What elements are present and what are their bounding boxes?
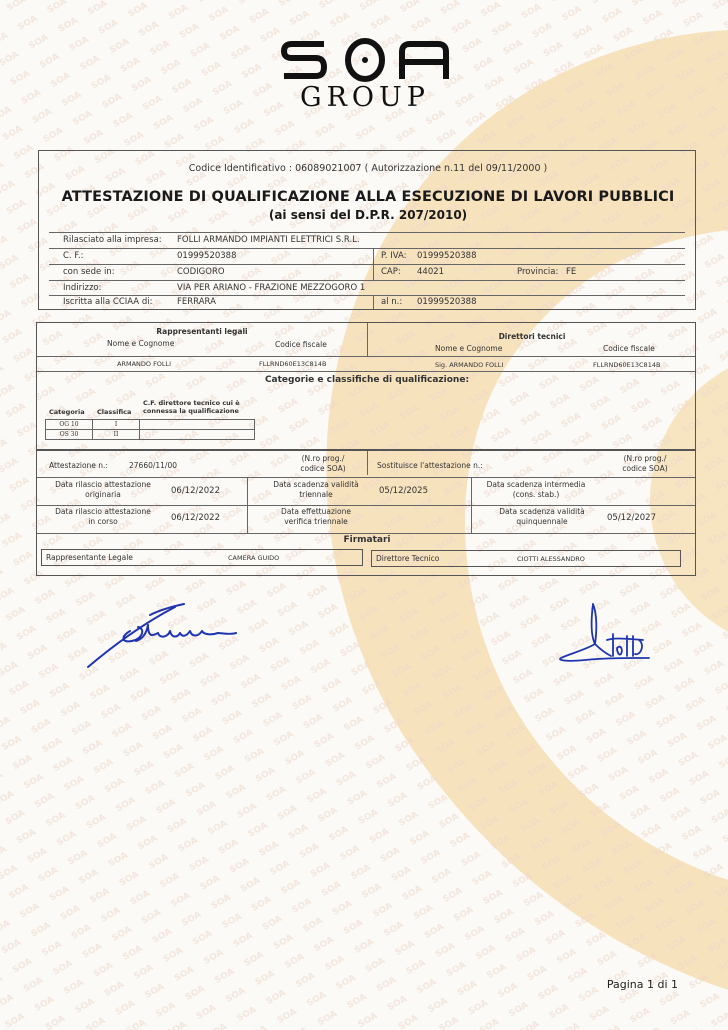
page-number: Pagina 1 di 1 [606,978,678,991]
cf-value: 01999520388 [177,251,237,261]
scad-trien-line1: Data scadenza validità [273,480,359,489]
cat-categoria: OG 10 [46,420,93,430]
dir-row-cf: FLLRND60E13C814B [593,361,661,369]
scad-quinq-line1: Data scadenza validità [499,507,585,516]
rilasciato-value: FOLLI ARMANDO IMPIANTI ELETTRICI S.R.L. [177,235,360,245]
representatives-section [36,322,696,450]
cat-col-classifica: Classifica [97,408,132,416]
attestazione-section [36,450,696,576]
dir-tecnico-label: Direttore Tecnico [376,554,440,563]
firmatari-heading: Firmatari [343,535,391,545]
rilascio-orig-line1: Data rilascio attestazione [55,480,151,489]
nro-prog-line1: (N.ro prog./ [301,454,345,463]
scad-trien-value: 05/12/2025 [379,486,428,496]
piva-value: 01999520388 [417,251,477,261]
rilascio-corso-line1: Data rilascio attestazione [55,507,151,516]
dir-col-nome: Nome e Cognome [435,344,503,353]
al-n-label: al n.: [381,297,403,307]
cat-categoria: OS 30 [46,430,93,440]
table-row [46,420,255,430]
scad-quinq-value: 05/12/2027 [607,513,656,523]
scad-quinq-line2: quinquennale [516,517,568,526]
rappresentanti-heading: Rappresentanti legali [156,327,248,336]
cat-col-cf-line2: connessa la qualificazione [143,407,239,415]
nro-prog-line2: codice SOA) [300,464,346,473]
sostituisce-nro-line1: (N.ro prog./ [623,454,667,463]
rapp-legale-value: CAMERA GUIDO [228,554,280,562]
soa-logo-mark [280,38,450,82]
rapp-row-nome: ARMANDO FOLLI [117,360,172,368]
indirizzo-value: VIA PER ARIANO - FRAZIONE MEZZOGORO 1 [177,283,366,293]
sede-value: CODIGORO [177,267,225,277]
categories-table [45,419,255,440]
cat-cf [140,420,255,430]
cap-label: CAP: [381,267,401,277]
company-info-section [38,150,696,310]
cciaa-label: Iscritta alla CCIAA di: [63,297,153,307]
rilascio-orig-value: 06/12/2022 [171,486,220,496]
rilascio-orig-line2: originaria [85,490,121,499]
dir-tecnico-value: CIOTTI ALESSANDRO [517,555,585,563]
signature-camera-guido [80,595,250,675]
attestazione-value: 27660/11/00 [129,461,177,470]
cat-classifica: I [93,420,140,430]
verifica-line1: Data effettuazione [281,507,351,516]
piva-label: P. IVA: [381,251,407,261]
sostituisce-nro-line2: codice SOA) [622,464,668,473]
cat-cf [140,430,255,440]
table-row [46,430,255,440]
sede-label: con sede in: [63,267,115,277]
signature-ciotti-alessandro [555,600,655,666]
cat-col-categoria: Categoria [49,408,85,416]
dir-row-nome: Sig. ARMANDO FOLLI [435,361,504,369]
rapp-col-nome: Nome e Cognome [107,339,175,348]
indirizzo-label: Indirizzo: [63,283,102,293]
scad-trien-line2: triennale [299,490,333,499]
dir-col-cf: Codice fiscale [603,344,655,353]
provincia-value: FE [566,267,577,277]
rilascio-corso-line2: in corso [88,517,118,526]
soa-group-logo [270,38,460,120]
cat-col-cf-line1: C.F. direttore tecnico cui è [143,399,240,407]
direttori-heading: Direttori tecnici [498,332,566,341]
scad-interm-line1: Data scadenza intermedia [486,480,586,489]
rapp-col-cf: Codice fiscale [275,340,327,349]
direttore-tecnico-box [371,550,681,567]
cap-value: 44021 [417,267,445,277]
sostituisce-label: Sostituisce l'attestazione n.: [377,461,483,470]
cf-label: C. F.: [63,251,84,261]
attestazione-label: Attestazione n.: [49,461,108,470]
al-n-value: 01999520388 [417,297,477,307]
codice-identificativo: Codice Identificativo : 06089021007 ( Autorizzazione n.11 del 09/11/2000 ) [188,163,548,174]
cat-classifica: II [93,430,140,440]
provincia-label: Provincia: [517,267,559,277]
verifica-line2: verifica triennale [284,517,348,526]
rappresentante-legale-box [41,549,363,566]
rilascio-corso-value: 06/12/2022 [171,513,220,523]
rilasciato-label: Rilasciato alla impresa: [63,235,162,245]
cciaa-value: FERRARA [177,297,216,307]
logo-group-text: GROUP [300,82,430,113]
scad-interm-line2: (cons. stab.) [512,490,560,499]
rapp-row-cf: FLLRND60E13C814B [259,360,327,368]
rapp-legale-label: Rappresentante Legale [46,553,133,562]
document-subtitle: (ai sensi del D.P.R. 207/2010) [268,208,468,222]
document-title: ATTESTAZIONE DI QUALIFICAZIONE ALLA ESECUZIONE DI LAVORI PUBBLICI [61,189,675,205]
categorie-heading: Categorie e classifiche di qualificazione: [264,375,470,385]
